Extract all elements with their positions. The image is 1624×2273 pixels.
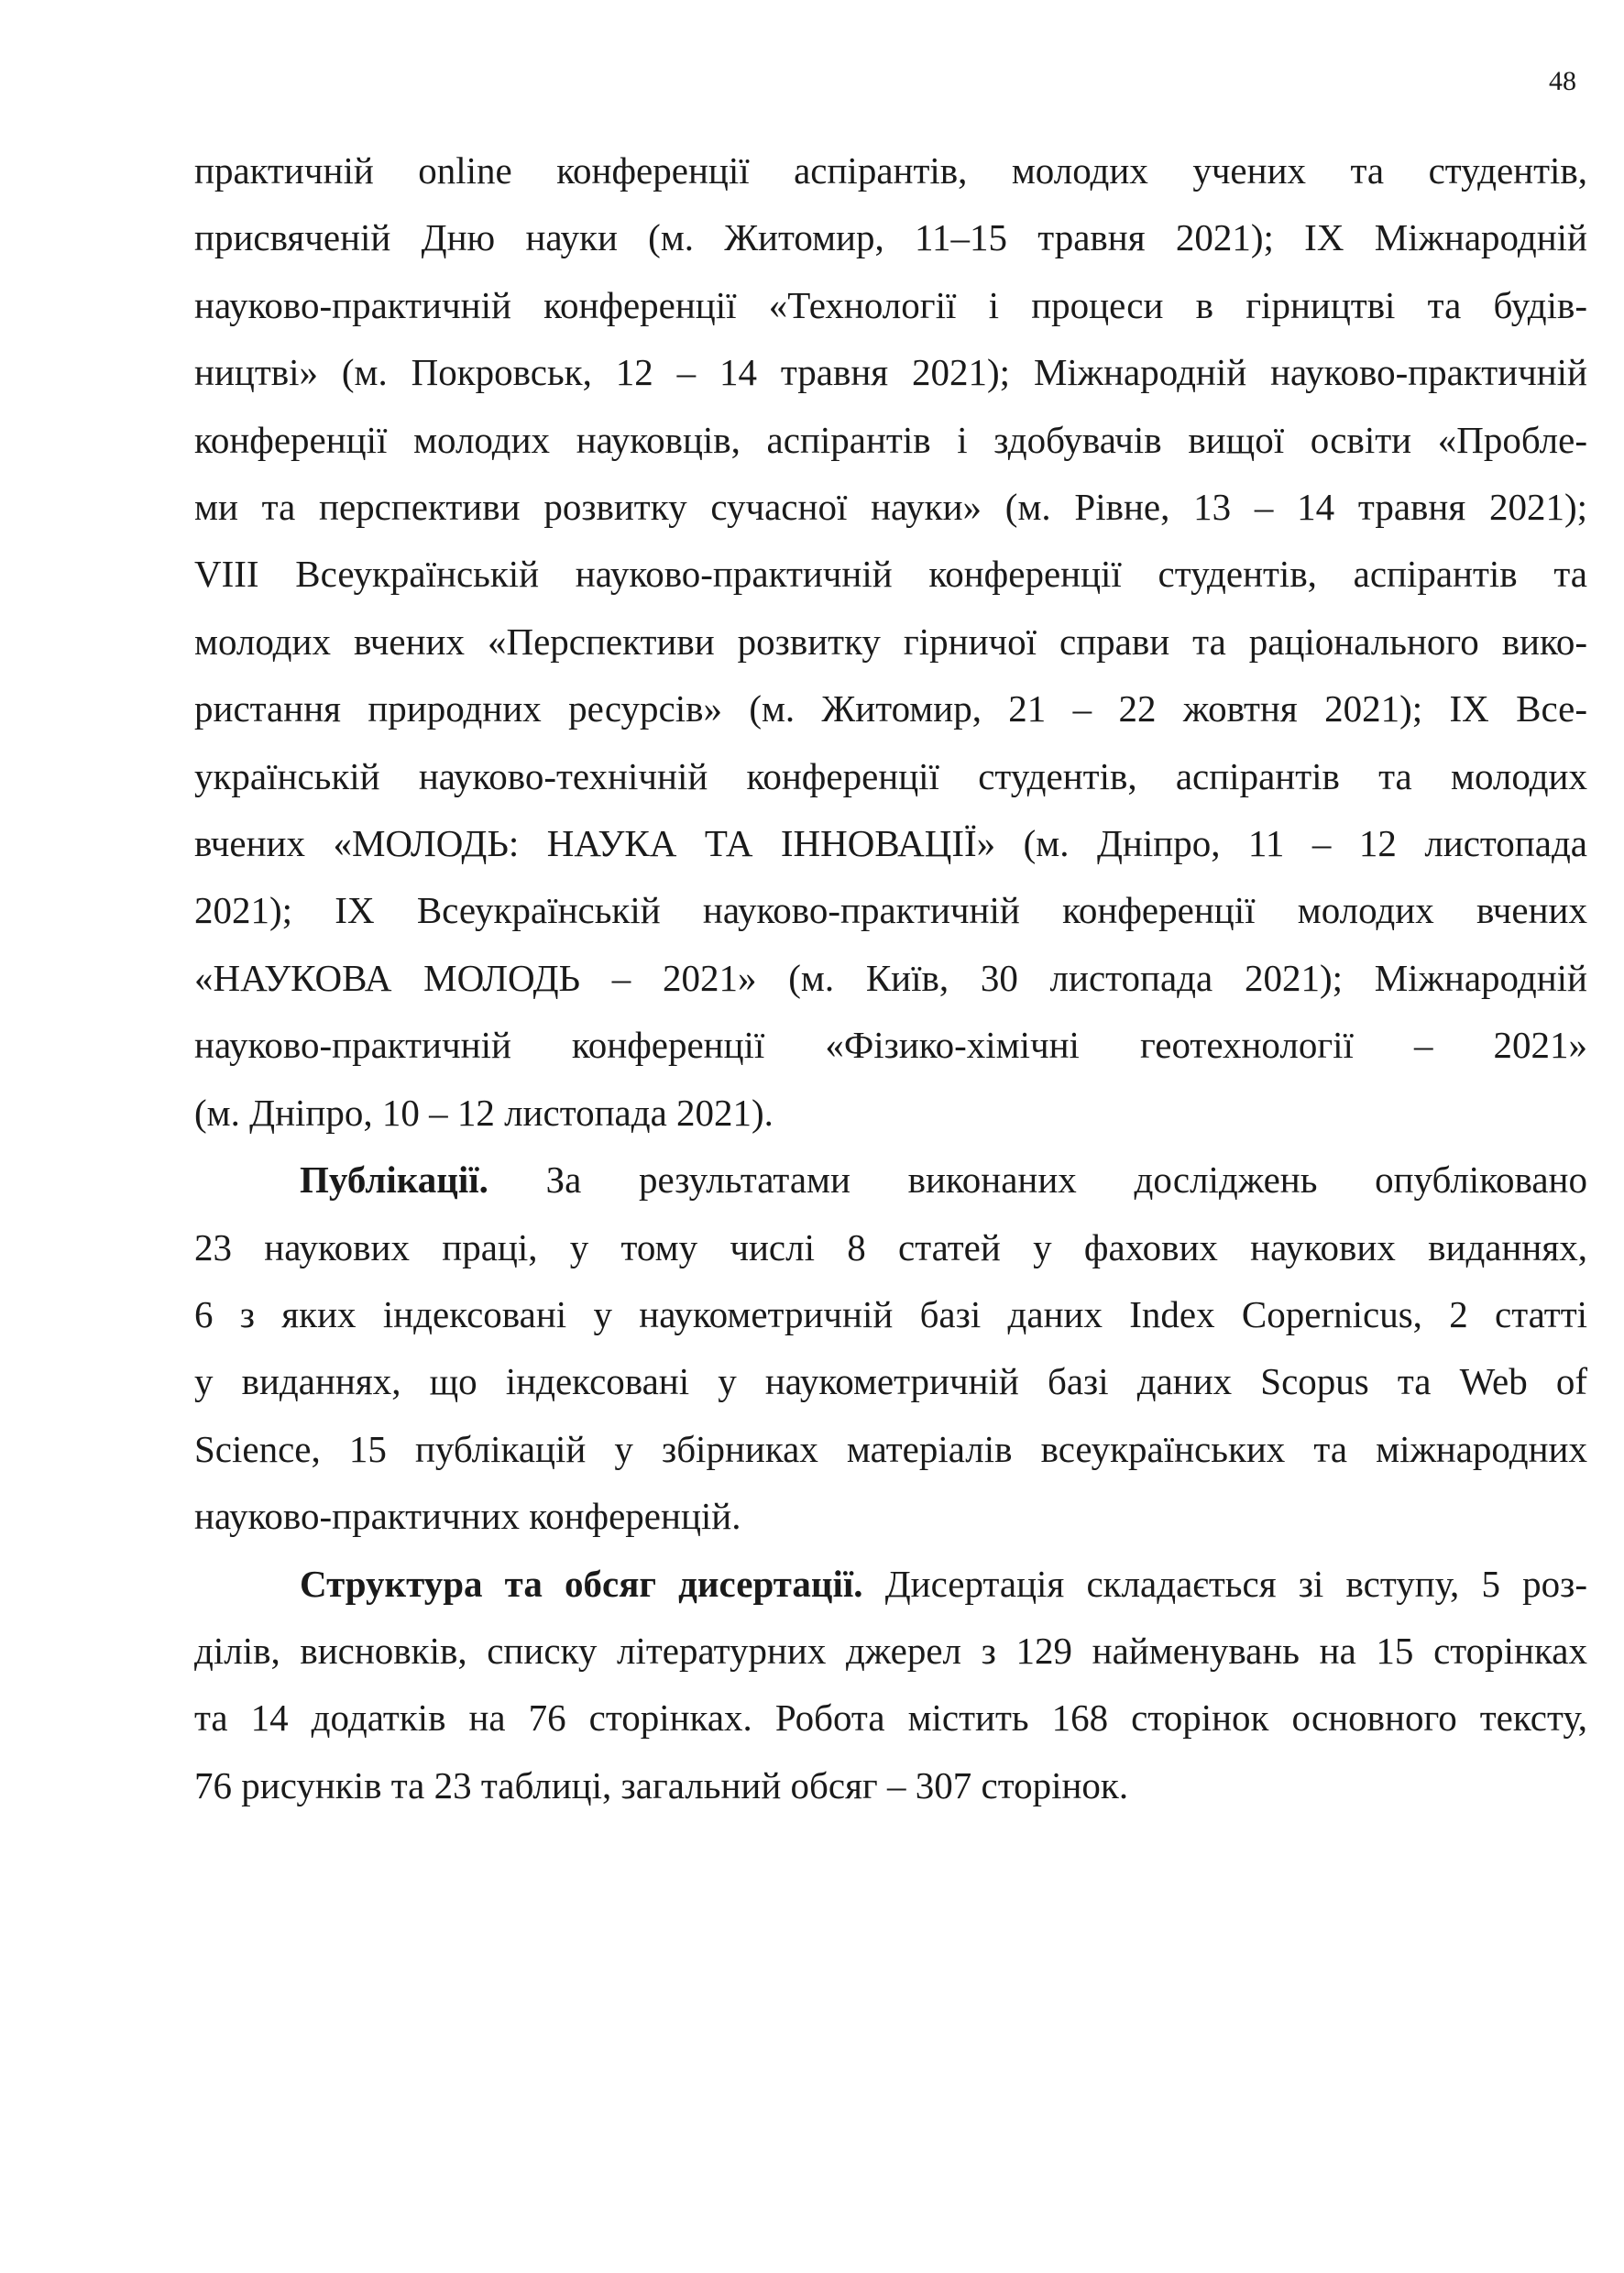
paragraph-first-line bbox=[194, 1147, 1587, 1213]
text-line: практичній online конференції аспірантів, молодих учених та студентів, bbox=[194, 149, 1587, 192]
text-line: науково-практичній конференції «Технології і процеси в гірництві та будів- bbox=[194, 283, 1587, 326]
text-line: 23 наукових праці, у тому числі 8 статей у фахових наукових виданнях, bbox=[194, 1225, 1587, 1268]
text-fragment: За результатами виконаних досліджень опубліковано bbox=[488, 1158, 1587, 1202]
text-fragment: Дисертація складається зі вступу, 5 роз- bbox=[862, 1562, 1588, 1605]
publications-heading: Публікації. bbox=[300, 1158, 488, 1202]
conferences-paragraph bbox=[194, 137, 1587, 1147]
text-line: науково-практичній конференції «Фізико-хімічні геотехнології – 2021» bbox=[194, 1024, 1587, 1067]
paragraph-first-line bbox=[194, 1551, 1587, 1618]
publications-paragraph bbox=[194, 1147, 1587, 1550]
text-line: 76 рисунків та 23 таблиці, загальний обсяг – 307 сторінок. bbox=[194, 1763, 1129, 1806]
text-line: VIII Всеукраїнській науково-практичній конференції студентів, аспірантів та bbox=[194, 553, 1587, 596]
text-line: ділів, висновків, списку літературних джерел з 129 найменувань на 15 сторінках bbox=[194, 1629, 1587, 1672]
text-line: у виданнях, що індексовані у наукометричній базі даних Scopus та Web of bbox=[194, 1360, 1587, 1403]
text-line: молодих вчених «Перспективи розвитку гірничої справи та раціонального вико- bbox=[194, 620, 1587, 663]
text-line: науково-практичних конференцій. bbox=[194, 1495, 741, 1538]
structure-heading: Структура та обсяг дисертації. bbox=[300, 1562, 863, 1605]
text-line: «НАУКОВА МОЛОДЬ – 2021» (м. Київ, 30 листопада 2021); Міжнародній bbox=[194, 956, 1587, 999]
text-line: ництві» (м. Покровськ, 12 – 14 травня 2021); Міжнародній науково-практичній bbox=[194, 351, 1587, 394]
text-line: ми та перспективи розвитку сучасної науки» (м. Рівне, 13 – 14 травня 2021); bbox=[194, 486, 1587, 529]
text-line: (м. Дніпро, 10 – 12 листопада 2021). bbox=[194, 1091, 774, 1134]
text-line: та 14 додатків на 76 сторінках. Робота містить 168 сторінок основного тексту, bbox=[194, 1697, 1587, 1740]
page-number: 48 bbox=[1549, 66, 1576, 96]
page-body bbox=[194, 137, 1587, 1819]
structure-paragraph bbox=[194, 1551, 1587, 1820]
text-line: конференції молодих науковців, аспірантів і здобувачів вищої освіти «Пробле- bbox=[194, 418, 1587, 461]
text-line: 2021); IX Всеукраїнській науково-практичній конференції молодих вчених bbox=[194, 889, 1587, 932]
text-line: 6 з яких індексовані у наукометричній базі даних Index Copernicus, 2 статті bbox=[194, 1292, 1587, 1335]
text-line: Science, 15 публікацій у збірниках матеріалів всеукраїнських та міжнародних bbox=[194, 1427, 1587, 1470]
text-line: ристання природних ресурсів» (м. Житомир, 21 – 22 жовтня 2021); IX Все- bbox=[194, 687, 1587, 730]
text-line: українській науково-технічній конференції студентів, аспірантів та молодих bbox=[194, 754, 1587, 797]
text-line: вчених «МОЛОДЬ: НАУКА ТА ІННОВАЦІЇ» (м. Дніпро, 11 – 12 листопада bbox=[194, 822, 1587, 865]
text-line: присвяченій Дню науки (м. Житомир, 11–15 травня 2021); IX Міжнародній bbox=[194, 216, 1587, 259]
